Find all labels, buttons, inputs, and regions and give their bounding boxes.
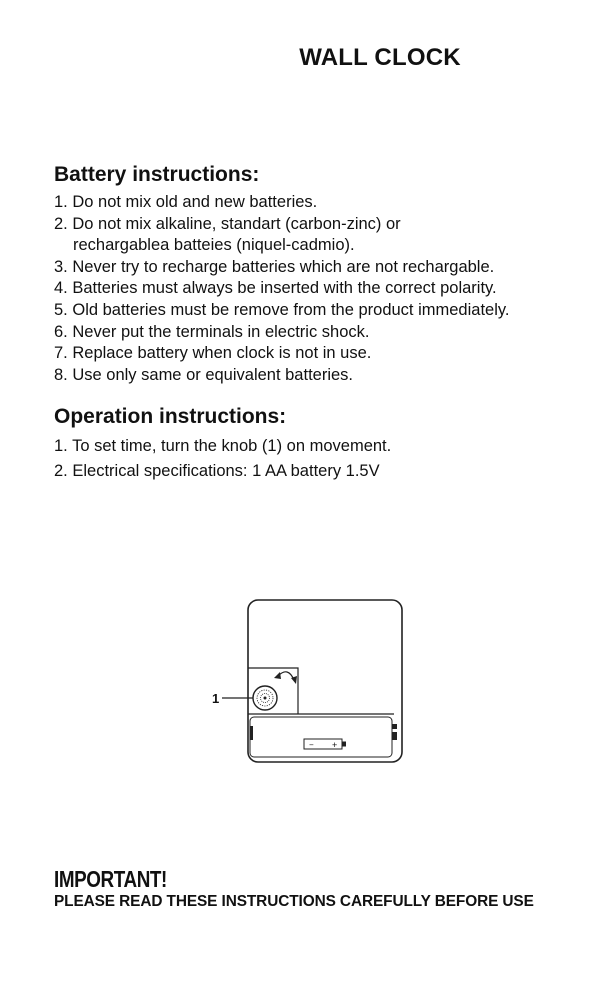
list-item — [54, 192, 584, 214]
battery-icon — [304, 739, 346, 750]
item-text: Use only same or equivalent batteries. — [72, 365, 354, 384]
list-item — [54, 365, 584, 387]
important-heading: IMPORTANT! — [54, 866, 167, 892]
item-number: 1. — [54, 193, 68, 211]
clock-movement-diagram — [208, 596, 408, 768]
list-item — [54, 343, 584, 365]
item-text: Do not mix old and new batteries. — [72, 193, 318, 211]
callout-label: 1 — [212, 691, 220, 706]
movement-housing — [248, 600, 402, 762]
battery-instructions-list — [54, 192, 584, 386]
battery-instructions-section — [54, 162, 584, 386]
operation-instructions-section — [54, 404, 584, 484]
item-text: Batteries must always be inserted with the correct polarity. — [72, 279, 497, 298]
item-text: To set time, turn the knob (1) on movement. — [72, 437, 392, 455]
list-item — [54, 214, 584, 257]
clock-movement-illustration — [208, 596, 408, 768]
item-number: 8. — [54, 365, 68, 384]
list-item — [54, 300, 584, 322]
item-number: 6. — [54, 322, 68, 341]
list-item — [54, 322, 584, 344]
item-text: Replace battery when clock is not in use. — [72, 344, 372, 363]
list-item — [54, 278, 584, 300]
item-number: 2. — [54, 462, 68, 480]
item-number: 4. — [54, 279, 68, 298]
item-text-continuation: rechargablea batteies (niquel-cadmio). — [73, 236, 355, 255]
operation-instructions-list — [54, 434, 584, 484]
item-number: 5. — [54, 300, 68, 319]
important-notice: PLEASE READ THESE INSTRUCTIONS CAREFULLY BEFORE USE — [54, 893, 534, 910]
list-item — [54, 257, 584, 279]
item-text: Never put the terminals in electric shock. — [72, 322, 370, 341]
item-text: Old batteries must be remove from the product immediately. — [72, 300, 510, 319]
battery-instructions-heading: Battery instructions: — [54, 163, 260, 186]
item-number: 7. — [54, 344, 68, 363]
item-number: 2. — [54, 214, 68, 233]
document-title: WALL CLOCK — [299, 44, 461, 71]
operation-instructions-heading: Operation instructions: — [54, 405, 287, 428]
item-text: Never try to recharge batteries which are not rechargable. — [72, 257, 495, 276]
list-item — [54, 434, 584, 459]
battery-minus-sign: − — [309, 740, 314, 750]
list-item — [54, 459, 584, 484]
battery-plus-sign: + — [332, 740, 338, 750]
item-number: 3. — [54, 257, 68, 276]
item-text: Do not mix alkaline, standart (carbon-zinc) or — [72, 214, 401, 233]
item-number: 1. — [54, 437, 68, 455]
time-setting-knob — [253, 686, 277, 710]
item-text: Electrical specifications: 1 AA battery 1.5V — [72, 462, 380, 480]
